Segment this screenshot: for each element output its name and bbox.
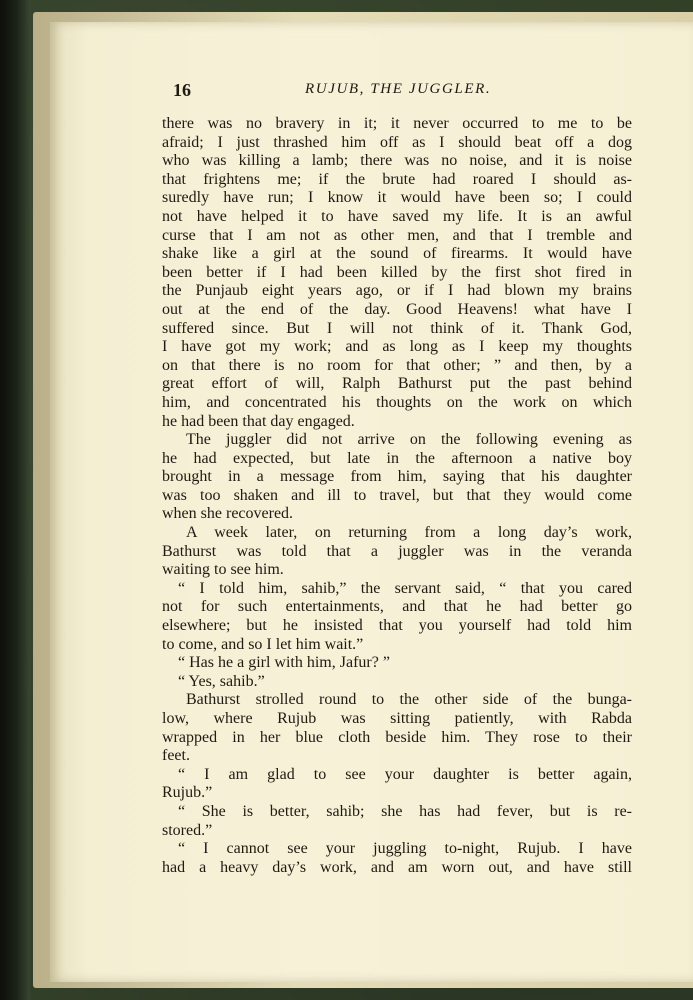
text-line: waiting to see him. [162, 561, 284, 579]
body-text [162, 115, 632, 877]
text-line: A week later, on returning from a long day’s work, [186, 524, 632, 542]
text-line: Bathurst strolled round to the other side of the bunga- [186, 691, 632, 709]
text-line: “ I cannot see your juggling to-night, Rujub. I have [178, 840, 632, 858]
text-line: I have got my work; and as long as I keep my thoughts [162, 338, 632, 356]
text-line: “ I am glad to see your daughter is better again, [178, 765, 632, 783]
book-spine-edge [0, 0, 30, 1000]
text-line: great effort of will, Ralph Bathurst put the past behind [162, 375, 632, 393]
text-line: on that there is no room for that other; ” and then, by a [162, 356, 632, 374]
running-head: RUJUB, THE JUGGLER. [305, 81, 492, 97]
text-line: when she recovered. [162, 505, 294, 523]
text-line: “ Has he a girl with him, Jafur? ” [178, 654, 390, 672]
text-line: he had been that day engaged. [162, 412, 355, 430]
text-line: curse that I am not as other men, and that I tremble and [162, 226, 632, 244]
text-line: feet. [162, 747, 190, 765]
text-line: to come, and so I let him wait.” [162, 635, 364, 653]
text-line: Bathurst was told that a juggler was in the veranda [162, 542, 632, 560]
page-number: 16 [173, 80, 191, 100]
text-line: him, and concentrated his thoughts on the work on which [162, 393, 632, 411]
text-line: had a heavy day’s work, and am worn out, and have still [162, 858, 632, 876]
text-line: elsewhere; but he insisted that you yourself had told him [162, 617, 632, 635]
text-line: brought in a message from him, saying that his daughter [162, 468, 632, 486]
text-line: wrapped in her blue cloth beside him. They rose to their [162, 728, 632, 746]
text-line: who was killing a lamb; there was no noise, and it is noise [162, 152, 632, 170]
text-line: “ Yes, sahib.” [178, 672, 265, 690]
text-line: afraid; I just thrashed him off as I should beat off a dog [162, 133, 632, 151]
text-line: was too shaken and ill to travel, but that they would come [162, 486, 632, 504]
text-line: he had expected, but late in the afternoon a native boy [162, 449, 632, 467]
text-line: been better if I had been killed by the first shot fired in [162, 263, 632, 281]
text-line: shake like a girl at the sound of firearms. It would have [162, 245, 632, 263]
text-line: stored.” [162, 821, 213, 839]
text-line: low, where Rujub was sitting patiently, with Rabda [162, 710, 632, 727]
text-line: not for such entertainments, and that he had better go [162, 598, 632, 616]
page-header [173, 80, 633, 104]
text-line: “ She is better, sahib; she has had fever, but is re- [178, 802, 632, 820]
text-line: Rujub.” [162, 784, 213, 802]
text-line: there was no bravery in it; it never occurred to me to be [162, 115, 632, 132]
text-line: The juggler did not arrive on the following evening as [186, 431, 632, 449]
text-line: that frightens me; if the brute had roared I should as- [162, 170, 632, 188]
text-line: out at the end of the day. Good Heavens! what have I [162, 300, 632, 318]
text-line: the Punjaub eight years ago, or if I had blown my brains [162, 282, 632, 300]
text-line: suffered since. But I will not think of it. Thank God, [162, 319, 632, 337]
text-line: not have helped it to have saved my life. It is an awful [162, 207, 632, 225]
text-line: “ I told him, sahib,” the servant said, “ that you cared [178, 579, 632, 597]
text-line: suredly have run; I know it would have been so; I could [162, 189, 632, 207]
